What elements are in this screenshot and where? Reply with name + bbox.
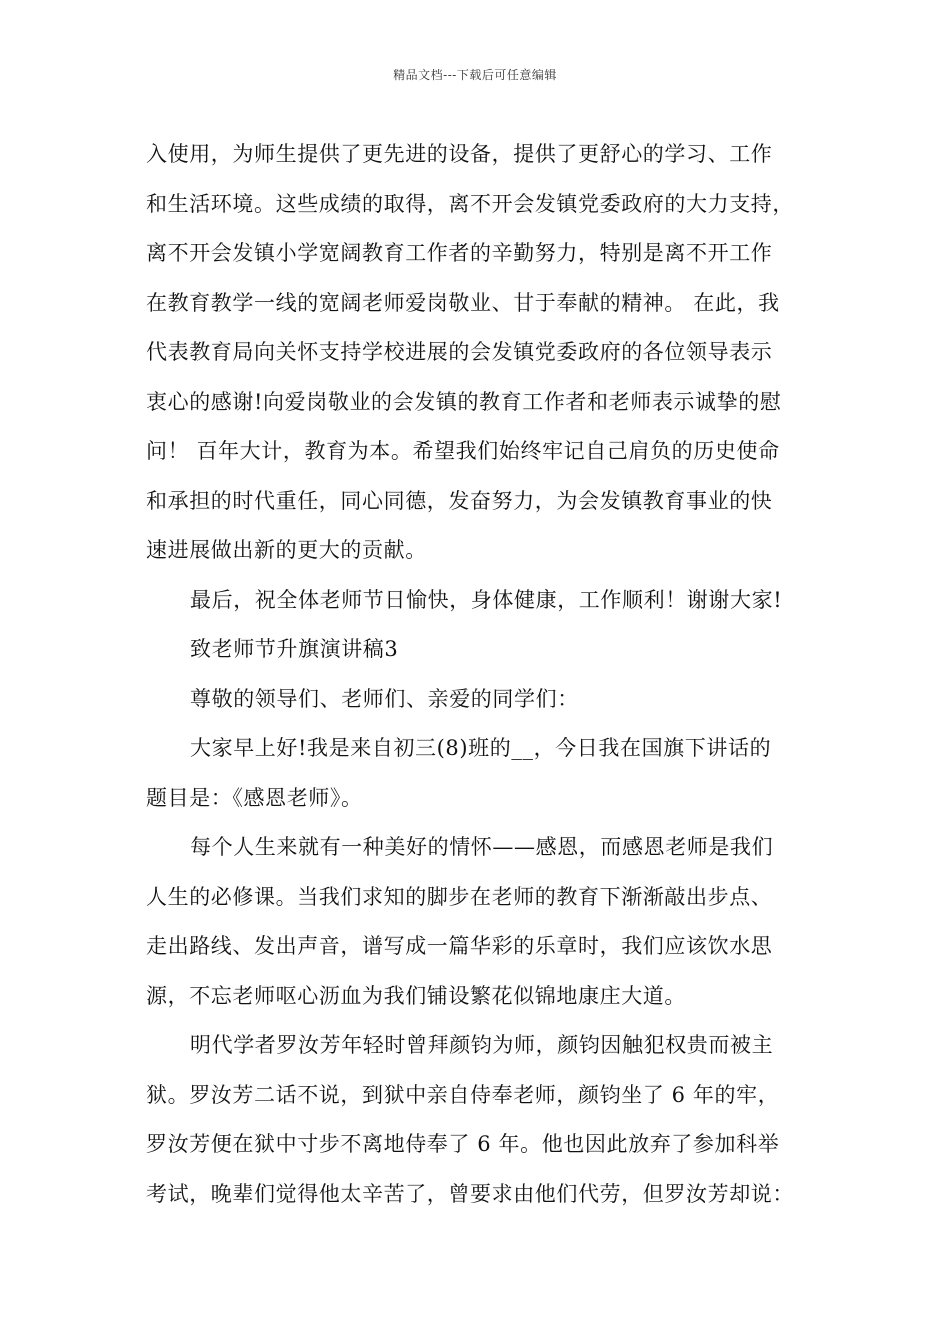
text-line: 考试，晚辈们觉得他太辛苦了，曾要求由他们代劳，但罗汝芳却说： bbox=[146, 1181, 794, 1206]
text-line: 题目是：《感恩老师》。 bbox=[146, 785, 363, 810]
text-line: 在教育教学一线的宽阔老师爱岗敬业、甘于奉献的精神。 在此，我 bbox=[146, 290, 780, 315]
text-line: 明代学者罗汝芳年轻时曾拜颜钧为师，颜钧因触犯权贵而被主 bbox=[190, 1033, 774, 1057]
text-line: 大家早上好!我是来自初三(8)班的__，今日我在国旗下讲话的 bbox=[190, 736, 772, 760]
text-line: 入使用，为师生提供了更先进的设备，提供了更舒心的学习、工作 bbox=[146, 142, 773, 166]
text-line: 问！ 百年大计，教育为本。希望我们始终牢记自己肩负的历史使命 bbox=[146, 439, 780, 463]
section-title: 致老师节升旗演讲稿3 bbox=[190, 637, 399, 661]
text-line: 代表教育局向关怀支持学校进展的会发镇党委政府的各位领导表示 bbox=[146, 340, 773, 364]
text-line: 人生的必修课。当我们求知的脚步在老师的教育下渐渐敲出步点、 bbox=[146, 884, 773, 909]
text-line: 和生活环境。这些成绩的取得，离不开会发镇党委政府的大力支持， bbox=[146, 191, 794, 216]
text-line: 源，不忘老师呕心沥血为我们铺设繁花似锦地康庄大道。 bbox=[146, 983, 686, 1008]
text-line: 走出路线、发出声音，谱写成一篇华彩的乐章时，我们应该饮水思 bbox=[146, 934, 773, 958]
text-line: 离不开会发镇小学宽阔教育工作者的辛勤努力，特别是离不开工作 bbox=[146, 241, 773, 265]
salutation: 尊敬的领导们、老师们、亲爱的同学们： bbox=[190, 686, 579, 711]
page-header: 精品文档---下载后可任意编辑 bbox=[393, 68, 557, 82]
document-body bbox=[146, 130, 826, 1219]
text-line: 和承担的时代重任，同心同德，发奋努力，为会发镇教育事业的快 bbox=[146, 488, 773, 513]
text-line: 衷心的感谢!向爱岗敬业的会发镇的教育工作者和老师表示诚挚的慰 bbox=[146, 389, 782, 414]
text-line: 罗汝芳便在狱中寸步不离地侍奉了 6 年。他也因此放弃了参加科举 bbox=[146, 1132, 780, 1156]
text-line: 每个人生来就有一种美好的情怀——感恩，而感恩老师是我们 bbox=[190, 835, 774, 859]
text-line: 狱。罗汝芳二话不说，到狱中亲自侍奉老师，颜钧坐了 6 年的牢， bbox=[146, 1082, 780, 1107]
text-line: 最后，祝全体老师节日愉快，身体健康，工作顺利！谢谢大家! bbox=[190, 587, 783, 612]
text-line: 速进展做出新的更大的贡献。 bbox=[146, 538, 427, 562]
